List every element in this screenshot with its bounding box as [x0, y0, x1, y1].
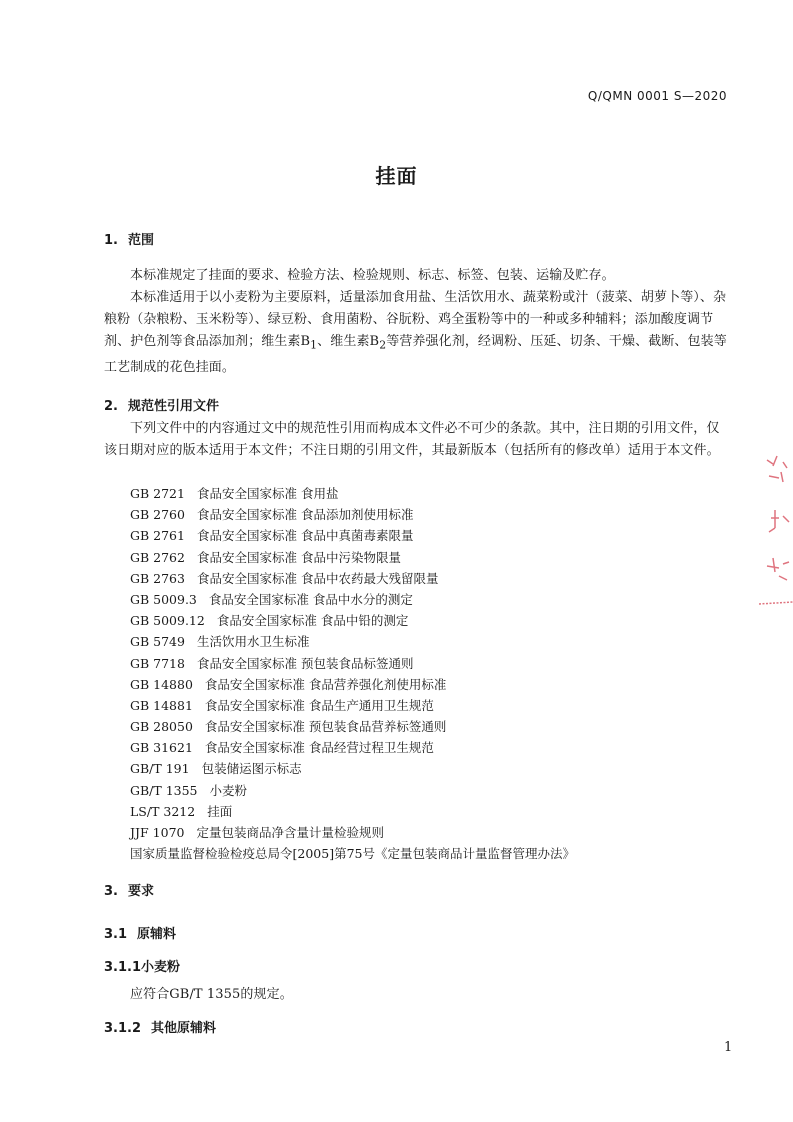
reference-title: 包装储运图示标志 [201, 761, 302, 777]
reference-code: GB 28050 [130, 719, 193, 735]
reference-title: 食品安全国家标准 食品生产通用卫生规范 [204, 697, 434, 713]
section-number: 2. [104, 399, 118, 414]
reference-code: GB 14880 [130, 676, 193, 692]
section-number: 1. [104, 233, 118, 248]
reference-item [130, 695, 575, 716]
reference-code: GB 7718 [130, 655, 185, 671]
reference-code: GB 31621 [130, 740, 193, 756]
reference-title: 生活饮用水卫生标准 [196, 634, 310, 650]
section-number: 3.1 [104, 927, 128, 942]
section-2-intro [104, 418, 728, 462]
subscript-2: 2 [379, 338, 387, 352]
reference-code: LS/T 3212 [130, 803, 196, 819]
section-number: 3.1.2 [104, 1021, 142, 1036]
reference-code: GB 2763 [130, 570, 185, 586]
reference-title: 食品安全国家标准 食品中农药最大残留限量 [196, 570, 439, 586]
reference-item [130, 758, 575, 779]
reference-code: GB 14881 [130, 697, 193, 713]
section-title: 范围 [127, 233, 154, 248]
reference-title: 食品安全国家标准 食品添加剂使用标准 [196, 507, 414, 523]
section-number: 3. [104, 884, 118, 899]
reference-code: GB 2760 [130, 507, 185, 523]
section-3-1-1-body [104, 984, 728, 1006]
section-2-heading [104, 395, 219, 414]
section-3-heading [104, 880, 154, 899]
reference-item [130, 801, 575, 822]
reference-item [130, 674, 575, 695]
reference-title: 食品安全国家标准 食品经营过程卫生规范 [204, 740, 434, 756]
wheat-flour-requirement: 应符合GB/T 1355的规定。 [130, 987, 293, 1002]
reference-item [130, 483, 575, 504]
section-3-1-heading [104, 923, 176, 942]
section-title: 要求 [127, 884, 154, 899]
reference-code: GB 2762 [130, 549, 185, 565]
references-intro: 下列文件中的内容通过文中的规范性引用而构成本文件必不可少的条款。其中，注日期的引用文件，仅该日期对应的版本适用于本文件；不注日期的引用文件，其最新版本（包括所有的修改单）适用于本文件。 [104, 421, 720, 458]
reference-title: 《定量包装商品计量监督管理办法》 [374, 846, 575, 862]
reference-code: JJF 1070 [130, 825, 185, 840]
reference-code: 国家质量监督检验检疫总局令[2005]第75号 [130, 846, 375, 862]
section-number: 3.1.1 [104, 960, 142, 975]
reference-item [130, 737, 575, 758]
reference-code: GB/T 1355 [130, 782, 198, 798]
reference-title: 食品安全国家标准 预包装食品标签通则 [196, 655, 414, 671]
reference-item [130, 716, 575, 737]
reference-code: GB 5009.12 [130, 613, 205, 629]
reference-title: 食品安全国家标准 食用盐 [196, 486, 339, 501]
reference-item [130, 843, 575, 864]
subscript-1: 1 [310, 338, 318, 352]
reference-title: 小麦粉 [209, 782, 248, 798]
reference-code: GB 2761 [130, 528, 185, 544]
reference-title: 食品安全国家标准 食品中铅的测定 [216, 613, 409, 629]
page-number: 1 [724, 1040, 733, 1055]
reference-title: 挂面 [207, 803, 233, 819]
section-title: 原辅料 [137, 927, 177, 942]
reference-item [130, 547, 575, 568]
reference-item [130, 780, 575, 801]
section-3-1-1-heading [104, 956, 180, 975]
scope-paragraph-1: 本标准规定了挂面的要求、检验方法、检验规则、标志、标签、包装、运输及贮存。 [130, 268, 615, 283]
reference-code: GB/T 191 [130, 761, 190, 777]
reference-item [130, 822, 575, 843]
reference-title: 食品安全国家标准 食品中水分的测定 [208, 591, 413, 607]
document-code: Q/QMN 0001 S—2020 [587, 89, 727, 103]
section-title: 其他原辅料 [151, 1021, 217, 1036]
section-title: 小麦粉 [141, 960, 181, 975]
reference-item [130, 504, 575, 525]
reference-code: GB 5749 [130, 634, 185, 650]
section-title: 规范性引用文件 [127, 399, 219, 414]
reference-item [130, 589, 575, 610]
reference-code: GB 2721 [130, 486, 185, 501]
section-1-body [104, 265, 728, 379]
reference-item [130, 568, 575, 589]
reference-item [130, 631, 575, 652]
section-1-heading [104, 229, 154, 248]
reference-title: 定量包装商品净含量计量检验规则 [196, 825, 384, 840]
reference-title: 食品安全国家标准 食品中真菌毒素限量 [196, 528, 414, 544]
document-title: 挂面 [375, 164, 418, 188]
red-seal-stamp [759, 448, 793, 608]
reference-title: 食品安全国家标准 食品中污染物限量 [196, 549, 401, 565]
reference-list [130, 483, 575, 864]
reference-item [130, 653, 575, 674]
reference-item [130, 525, 575, 546]
scope-paragraph-2: 本标准适用于以小麦粉为主要原料，适量添加食用盐、生活饮用水、蔬菜粉或汁（菠菜、胡萝卜等）、杂粮粉（杂粮粉、玉米粉等）、绿豆粉、食用菌粉、谷朊粉、鸡全蛋粉等中的一种或多种辅料；添加酸度调节剂、护色剂等食品添加剂；维生素$B_1$、维生素$B_2$等营养强化剂，经调粉、压延、切条、干燥、截断、包装等工艺制成的花色挂面。 [104, 290, 727, 375]
reference-title: 食品安全国家标准 食品营养强化剂使用标准 [204, 676, 447, 692]
reference-item [130, 610, 575, 631]
reference-title: 食品安全国家标准 预包装食品营养标签通则 [204, 719, 447, 735]
reference-code: GB 5009.3 [130, 591, 197, 607]
section-3-1-2-heading [104, 1017, 216, 1036]
